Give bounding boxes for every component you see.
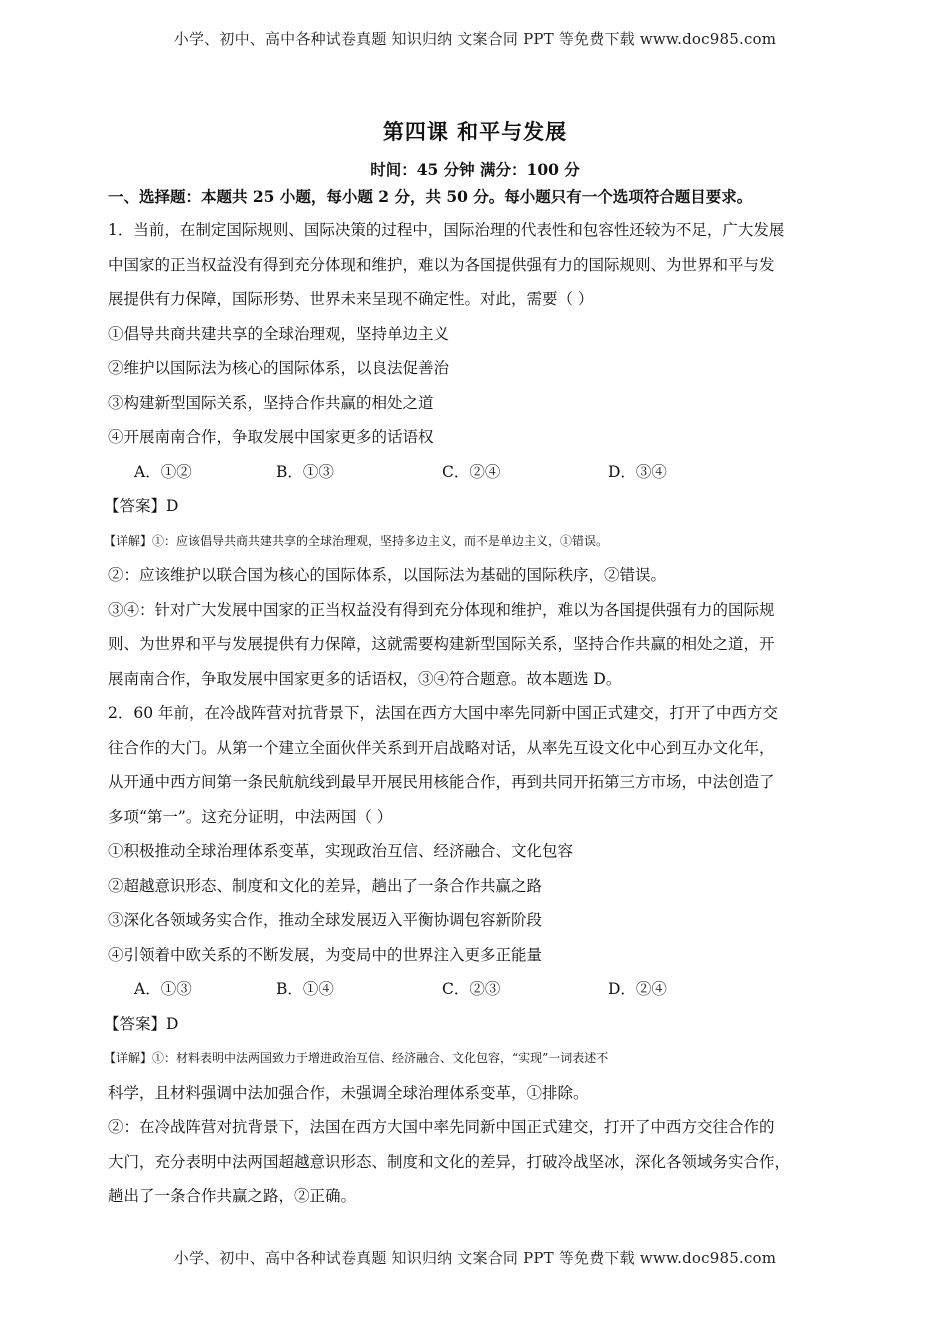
option-d: D．③④	[608, 462, 667, 481]
question-2-answer: 【答案】D	[104, 1014, 179, 1033]
question-1-detail: 【详解】①：应该倡导共商共建共享的全球治理观，坚持多边主义，而不是单边主义，①错误。	[104, 533, 609, 548]
question-1-detail: ②：应该维护以联合国为核心的国际体系，以国际法为基础的国际秩序，②错误。	[108, 566, 667, 584]
question-2-item: ④引领着中欧关系的不断发展，为变局中的世界注入更多正能量	[108, 945, 543, 964]
option-b: B．①④	[276, 980, 334, 998]
question-2-line: 多项“第一”。这充分证明，中法两国（ ）	[108, 807, 393, 826]
exam-info: 时间：45 分钟 满分：100 分	[370, 160, 580, 179]
question-2-detail: 趟出了一条合作共赢之路，②正确。	[108, 1187, 357, 1205]
question-2-options	[108, 972, 843, 1007]
question-1-item: ④开展南南合作，争取发展中国家更多的话语权	[108, 428, 434, 446]
question-1-options	[108, 455, 843, 490]
question-2-detail: 科学，且材料强调中法加强合作，未强调全球治理体系变革，①排除。	[108, 1083, 589, 1102]
option-a: A．①③	[134, 980, 192, 998]
question-1-item: ③构建新型国际关系，坚持合作共赢的相处之道	[108, 393, 434, 412]
section-heading: 一、选择题：本题共 25 小题，每小题 2 分，共 50 分。每小题只有一个选项符合题目要求。	[108, 187, 753, 206]
question-2-detail: ②：在冷战阵营对抗背景下，法国在西方大国中率先同新中国正式建交，打开了中西方交往合作的	[108, 1118, 775, 1136]
question-1-line: 中国家的正当权益没有得到充分体现和维护，难以为各国提供强有力的国际规则、为世界和平与发	[108, 255, 775, 274]
question-1-answer: 【答案】D	[104, 497, 179, 515]
option-d: D．②④	[608, 980, 667, 998]
question-2-line: 从开通中西方间第一条民航航线到最早开展民用核能合作，再到共同开拓第三方市场，中法创造了	[108, 773, 775, 791]
question-1-line: 1．当前，在制定国际规则、国际决策的过程中，国际治理的代表性和包容性还较为不足，广大发展	[108, 221, 785, 239]
option-b: B．①③	[276, 462, 334, 481]
page-header: 小学、初中、高中各种试卷真题 知识归纳 文案合同 PPT 等免费下载 www.doc985.com	[173, 30, 777, 48]
question-2-item: ③深化各领域务实合作，推动全球发展迈入平衡协调包容新阶段	[108, 911, 543, 929]
question-1-detail: 展南南合作，争取发展中国家更多的话语权，③④符合题意。故本题选 D。	[108, 669, 622, 688]
page-title: 第四课 和平与发展	[382, 119, 568, 144]
question-1-item: ②维护以国际法为核心的国际体系，以良法促善治	[108, 359, 450, 377]
question-2-item: ①积极推动全球治理体系变革，实现政治互信、经济融合、文化包容	[108, 842, 574, 860]
question-2-line: 2．60 年前，在冷战阵营对抗背景下，法国在西方大国中率先同新中国正式建交，打开了中西方交	[108, 704, 779, 722]
question-2-item: ②超越意识形态、制度和文化的差异，趟出了一条合作共赢之路	[108, 876, 543, 895]
page-footer: 小学、初中、高中各种试卷真题 知识归纳 文案合同 PPT 等免费下载 www.doc985.com	[173, 1249, 777, 1267]
question-1-item: ①倡导共商共建共享的全球治理观，坚持单边主义	[108, 324, 450, 343]
question-1-detail: ③④：针对广大发展中国家的正当权益没有得到充分体现和维护，难以为各国提供强有力的国际规	[108, 600, 775, 619]
document-body	[104, 183, 843, 1214]
question-1-line: 展提供有力保障，国际形势、世界未来呈现不确定性。对此，需要（ ）	[108, 290, 594, 308]
option-c: C．②④	[442, 462, 501, 481]
question-2-line: 往合作的大门。从第一个建立全面伙伴关系到开启战略对话，从率先互设文化中心到互办文化年，	[108, 738, 775, 757]
option-c: C．②③	[442, 980, 501, 998]
question-2-detail: 大门，充分表明中法两国超越意识形态、制度和文化的差异，打破冷战坚冰，深化各领域务实合作，	[108, 1152, 791, 1171]
question-1-detail: 则、为世界和平与发展提供有力保障，这就需要构建新型国际关系，坚持合作共赢的相处之道，开	[108, 635, 775, 653]
question-2-detail: 【详解】①：材料表明中法两国致力于增进政治互信、经济融合、文化包容，“实现”一词表述不	[104, 1051, 609, 1065]
option-a: A．①②	[134, 462, 192, 481]
